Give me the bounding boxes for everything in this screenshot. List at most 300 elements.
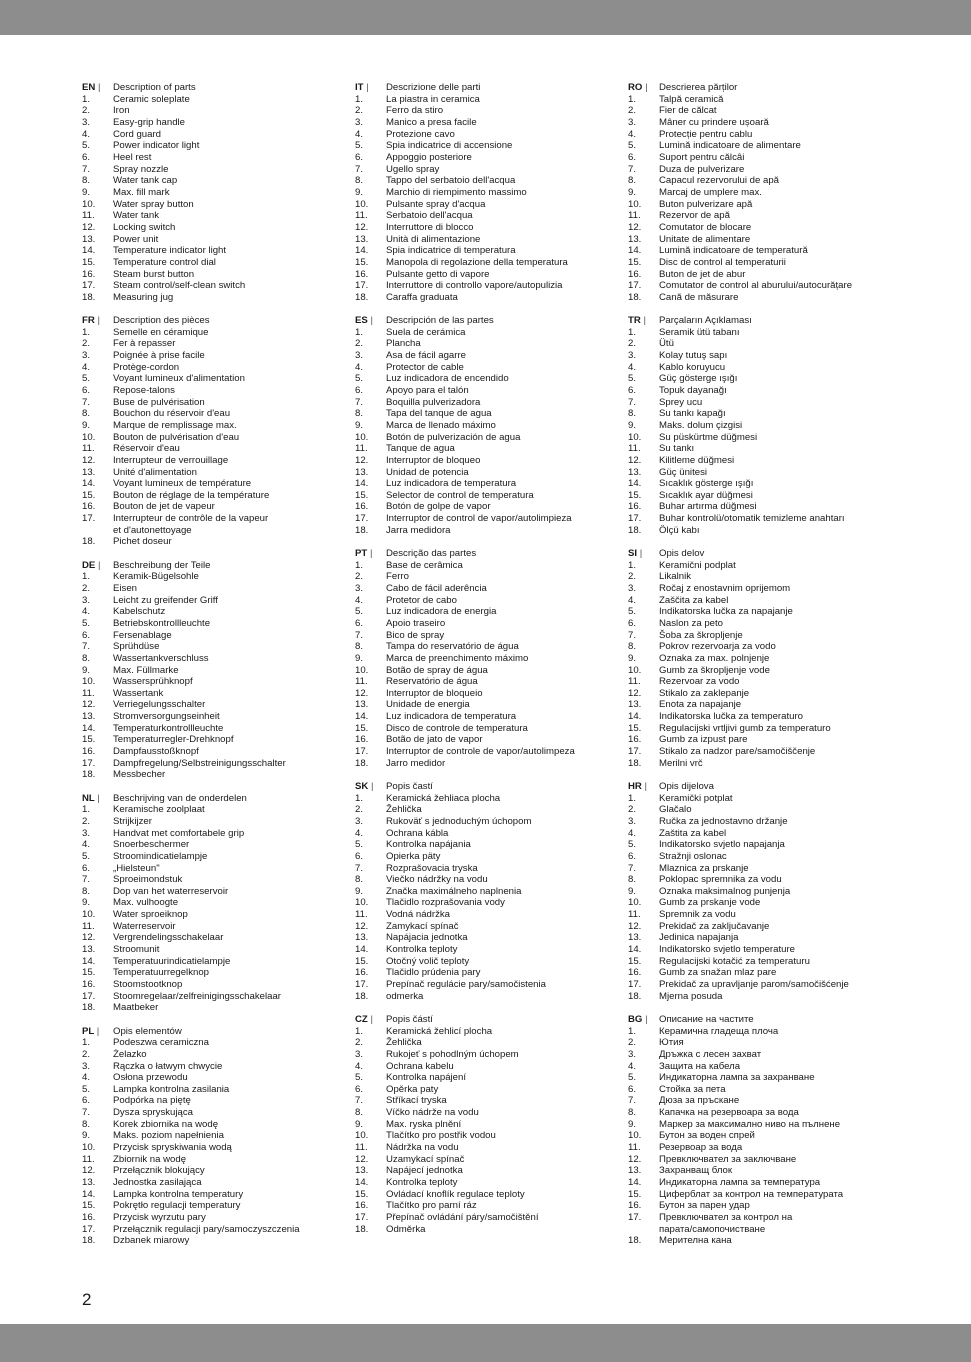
part-number: 4. [628,361,637,373]
part-number: 15. [628,256,642,268]
part-item [82,944,352,956]
part-label: Przycisk spryskiwania wodą [113,1142,232,1154]
part-item [82,373,352,385]
language-code [628,82,659,94]
section-title: Beschreibung der Teile [113,559,211,571]
part-item [628,1037,898,1049]
part-label: Temperaturkontrollleuchte [113,722,224,734]
part-item [82,699,352,711]
part-label: Duza de pulverizare [659,163,745,175]
part-number: 11. [628,676,641,688]
part-item [82,956,352,968]
part-number: 14. [82,722,96,734]
part-item [628,152,898,164]
part-item [82,897,352,909]
part-label: Botão de spray de água [386,664,488,676]
part-number: 11. [355,1142,368,1154]
part-number: 10. [355,198,369,210]
part-number: 9. [355,419,364,431]
part-number: 10. [628,664,642,676]
part-item [82,991,352,1003]
part-item [82,967,352,979]
part-item [628,420,898,432]
part-label: Sprühdüse [113,641,160,653]
part-label: Защита на кабела [659,1060,741,1072]
language-separator: | [98,559,101,571]
part-item [355,292,625,304]
part-item [628,1049,898,1061]
part-label: Temperaturregler-Drehknopf [113,734,234,746]
part-number: 17. [82,1223,96,1235]
part-item [355,432,625,444]
part-item [355,1189,625,1201]
part-number: 9. [628,1118,637,1130]
part-label: Rukoväť s jednoduchým úchopom [386,815,532,827]
part-number: 12. [628,687,642,699]
part-number: 2. [82,105,91,117]
part-number: 11. [82,1153,95,1165]
part-number: 6. [82,862,91,874]
part-item [355,641,625,653]
part-item [628,874,898,886]
part-label: Kontrolka napájení [386,1072,467,1084]
section-title: Descripción de las partes [386,314,494,326]
part-label: Luz indicadora de encendido [386,373,509,385]
part-item [82,175,352,187]
column-2 [355,82,625,1247]
part-item [82,758,352,770]
part-number: 14. [628,944,642,956]
part-number: 9. [355,652,364,664]
part-label: Wassertank [113,687,164,699]
language-separator: | [371,780,374,792]
part-item [628,606,898,618]
part-label: Maatbeker [113,1002,159,1014]
part-item [355,583,625,595]
part-item [355,1072,625,1084]
part-item [628,711,898,723]
part-label: Temperature indicator light [113,245,227,257]
part-label: Stoomstootknop [113,979,183,991]
part-label: Маркер за максимално ниво на пълнене [659,1118,841,1130]
part-label: „Hielsteun" [113,862,160,874]
part-label: Bouchon du réservoir d'eau [113,408,231,420]
part-item [628,641,898,653]
part-label: Bouton de réglage de la température [113,489,270,501]
part-item [628,560,898,572]
part-label: Buton pulverizare apă [659,198,753,210]
part-item [628,1107,898,1119]
part-item [82,385,352,397]
section-header [355,1014,625,1026]
part-item [628,595,898,607]
part-label: Unità di alimentazione [386,233,481,245]
part-label: Zamykací spínač [386,920,459,932]
part-item [628,338,898,350]
language-separator: | [369,547,373,559]
part-item [355,1224,625,1236]
part-item [82,1212,352,1224]
part-label: Pulsante spray d'acqua [386,198,486,210]
part-item [355,513,625,525]
part-label: Max. vulhoogte [113,897,179,909]
part-label: Lampka kontrolna zasilania [113,1083,230,1095]
part-number: 4. [82,839,91,851]
part-item [628,513,898,525]
part-number: 2. [355,105,364,117]
part-item [355,327,625,339]
part-item [355,746,625,758]
part-label: Značka maximálneho naplnenia [386,885,522,897]
part-number: 12. [628,920,642,932]
part-number: 2. [355,1037,364,1049]
part-item [628,1095,898,1107]
part-item [355,1119,625,1131]
part-label: Rozprašovacia tryska [386,862,478,874]
part-label: Cabo de fácil aderência [386,582,487,594]
part-number: 14. [628,245,642,257]
part-item [355,1026,625,1038]
part-number: 10. [82,676,96,688]
part-number: 10. [355,897,369,909]
part-number: 14. [628,478,642,490]
part-item [628,269,898,281]
part-label: Interruptor de control de vapor/autolimpieza [386,513,572,525]
part-item [82,665,352,677]
part-item [628,280,898,292]
language-code-text: EN [82,82,96,93]
part-number: 9. [355,186,364,198]
part-item [628,828,898,840]
part-number: 15. [82,1200,96,1212]
part-label: Water tank [113,210,160,222]
part-label: Temperatuurindicatielampje [113,955,231,967]
part-number: 10. [628,1130,642,1142]
part-label: Rezervor de apă [659,210,730,222]
part-label: Reservatório de água [386,676,478,688]
part-label: Güç gösterge ışığı [659,373,738,385]
part-number: 7. [355,1095,364,1107]
part-item [82,618,352,630]
part-item [355,1049,625,1061]
part-item [82,1107,352,1119]
part-label: Interrupteur de contrôle de la vapeur [113,513,269,525]
part-item [82,711,352,723]
section-title: Descrição das partes [386,547,477,559]
part-number: 18. [628,291,642,303]
part-number: 14. [628,711,642,723]
language-code [628,548,659,560]
section-header [82,1026,352,1038]
part-label: Protezione cavo [386,128,455,140]
section-title: Description des pièces [113,314,210,326]
part-label: Tlačidlo prúdenia pary [386,967,481,979]
part-number: 7. [355,163,364,175]
part-item [355,420,625,432]
language-separator: | [370,314,373,326]
part-item [82,1002,352,1014]
part-number: 5. [628,839,637,851]
part-label: Protège-cordon [113,361,180,373]
part-label: Zaščita za kabel [659,594,729,606]
part-number: 14. [82,478,96,490]
part-number: 6. [82,151,91,163]
part-item [628,105,898,117]
part-item [628,839,898,851]
part-item [628,1084,898,1096]
part-item [628,1224,898,1236]
part-number: 1. [628,1025,637,1037]
part-item [628,467,898,479]
part-number: 2. [628,105,637,117]
part-number: 14. [82,245,96,257]
part-number: 7. [355,862,364,874]
part-number: 1. [82,93,91,105]
part-label: Stražnji oslonac [659,850,727,862]
part-label: Unité d'alimentation [113,466,197,478]
part-number: 10. [628,431,642,443]
part-item [355,210,625,222]
part-label: Indikatorska lučka za napajanje [659,606,793,618]
part-item [82,1037,352,1049]
part-label: Poklopac spremnika za vodu [659,874,782,886]
part-item [628,490,898,502]
part-label: Uzamykací spínač [386,1153,465,1165]
part-item [82,921,352,933]
part-number: 15. [355,955,369,967]
part-number: 17. [82,280,96,292]
part-item [82,828,352,840]
part-item [628,734,898,746]
part-item [628,1235,898,1247]
part-label: Suport pentru călcâi [659,151,745,163]
part-label: Spia indicatrice di accensione [386,140,513,152]
part-label: Botón de golpe de vapor [386,501,491,513]
section-title: Parçaların Açıklaması [659,314,752,326]
part-label: et d'autonettoyage [113,524,192,536]
part-label: Dysza spryskująca [113,1107,193,1119]
part-item [82,525,352,537]
part-number: 2. [82,338,91,350]
part-item [355,921,625,933]
section-title: Descrizione delle parti [386,82,481,93]
part-number: 6. [628,850,637,862]
part-label: Talpă ceramică [659,93,724,105]
part-label: Wassertankverschluss [113,652,209,664]
part-label: Betriebskontrollleuchte [113,617,211,629]
part-label: Opěrka paty [386,1083,439,1095]
part-number: 16. [82,979,96,991]
part-label: Selector de control de temperatura [386,489,534,501]
part-number: 1. [355,93,364,105]
part-label: Dampfregelung/Selbstreinigungsschalter [113,757,286,769]
part-item [628,967,898,979]
part-label: Превключвател за контрол на [659,1212,793,1224]
part-item [355,1130,625,1142]
part-number: 17. [355,280,369,292]
part-label: Ročaj z enostavnim oprijemom [659,582,791,594]
language-code-text: HR [628,780,642,792]
parts-section-nl [82,793,352,1014]
part-label: Стойка за пета [659,1083,726,1095]
parts-section-tr [628,315,898,536]
part-label: Apoio traseiro [386,617,446,629]
part-label: Interruttore di blocco [386,221,474,233]
part-item [82,362,352,374]
part-number: 11. [82,687,95,699]
part-item [628,653,898,665]
language-code [82,1026,113,1038]
part-label: Protecție pentru cablu [659,128,753,140]
part-number: 4. [628,1060,637,1072]
part-label: Boquilla pulverizadora [386,396,481,408]
part-number: 12. [628,1153,642,1165]
section-header [628,82,898,94]
parts-section-si [628,548,898,769]
part-number: 10. [355,1130,369,1142]
part-number [628,1224,659,1236]
part-label: Jednostka zasilająca [113,1177,202,1189]
part-number: 6. [628,384,637,396]
part-number: 9. [628,419,637,431]
part-label: Stoomregelaar/zelfreinigingsschakelaar [113,990,281,1002]
part-number: 5. [355,1072,364,1084]
part-item [355,676,625,688]
part-label: Fier de călcat [659,105,717,117]
part-item [628,175,898,187]
part-label: Víčko nádrže na vodu [386,1107,479,1119]
part-number: 15. [82,967,96,979]
part-item [82,769,352,781]
part-label: Spia indicatrice di temperatura [386,245,516,257]
part-item [628,501,898,513]
part-item [628,944,898,956]
part-item [355,257,625,269]
part-number: 16. [355,1200,369,1212]
part-number: 5. [82,373,91,385]
part-number: 12. [355,920,369,932]
part-number: 4. [628,827,637,839]
part-item [82,152,352,164]
section-title: Opis dijelova [659,780,714,792]
part-label: Keramik-Bügelsohle [113,571,199,583]
part-number: 3. [628,815,637,827]
part-number: 4. [82,128,91,140]
part-label: Mâner cu prindere ușoară [659,116,769,128]
part-item [82,688,352,700]
part-item [628,117,898,129]
part-item [355,956,625,968]
part-number: 2. [355,804,364,816]
part-item [628,327,898,339]
part-number: 5. [82,617,91,629]
part-label: Przycisk wyrzutu pary [113,1212,206,1224]
part-item [355,723,625,735]
part-item [628,455,898,467]
language-code [82,560,113,572]
part-number: 5. [628,373,637,385]
part-number: 18. [628,757,642,769]
part-label: Otočný volič teploty [386,955,470,967]
part-label: Comutator de control al aburului/autocurățare [659,280,853,292]
part-label: Unitate de alimentare [659,233,751,245]
part-label: Sıcaklık ayar düğmesi [659,489,753,501]
part-number: 1. [628,559,637,571]
section-title: Opis elementów [113,1025,182,1037]
part-number: 11. [82,920,95,932]
part-number: 7. [628,163,637,175]
part-label: Iron [113,105,130,117]
part-number: 12. [355,1153,369,1165]
part-label: Maks. poziom napełnienia [113,1130,224,1142]
part-label: Ochrana kábla [386,827,449,839]
part-item [82,1235,352,1247]
part-item [82,1224,352,1236]
part-number: 10. [628,897,642,909]
part-number: 9. [628,652,637,664]
part-label: Semelle en céramique [113,326,209,338]
part-item [82,583,352,595]
part-label: Tappo del serbatoio dell'acqua [386,175,516,187]
part-item [628,478,898,490]
part-item [82,117,352,129]
part-item [628,350,898,362]
part-label: Osłona przewodu [113,1072,188,1084]
part-item [628,909,898,921]
section-title: Beschrijving van de onderdelen [113,792,247,804]
part-item [355,1165,625,1177]
part-label: Prepínač regulácie pary/samočistenia [386,979,546,991]
part-label: Merilni vrč [659,757,703,769]
part-label: Su tankı [659,443,695,455]
part-item [628,292,898,304]
part-item [355,245,625,257]
language-code [628,315,659,327]
part-number: 7. [82,641,91,653]
part-number: 1. [82,571,91,583]
part-number: 10. [355,431,369,443]
part-label: Tampa do reservatório de água [386,641,519,653]
part-item [82,467,352,479]
part-number: 11. [628,210,641,222]
language-code [355,548,386,560]
part-label: Tapa del tanque de agua [386,408,492,420]
part-item [355,804,625,816]
part-item [82,455,352,467]
part-label: Rezervoar za vodo [659,676,740,688]
part-number: 7. [628,629,637,641]
part-item [355,979,625,991]
part-number: 1. [82,1037,91,1049]
parts-section-es [355,315,625,536]
part-label: Repose-talons [113,384,175,396]
part-number: 3. [355,116,364,128]
part-label: Poignée à prise facile [113,349,205,361]
part-label: Ceramic soleplate [113,93,190,105]
part-item [82,478,352,490]
part-item [82,397,352,409]
language-separator: | [643,314,646,326]
part-number: 15. [628,489,642,501]
part-label: Odměrka [386,1223,426,1235]
section-header [628,548,898,560]
part-number: 8. [82,1118,91,1130]
part-number: 12. [82,1165,96,1177]
part-item [628,583,898,595]
part-number: 5. [628,606,637,618]
part-number: 15. [82,489,96,501]
part-label: Kontrolka teploty [386,1177,458,1189]
